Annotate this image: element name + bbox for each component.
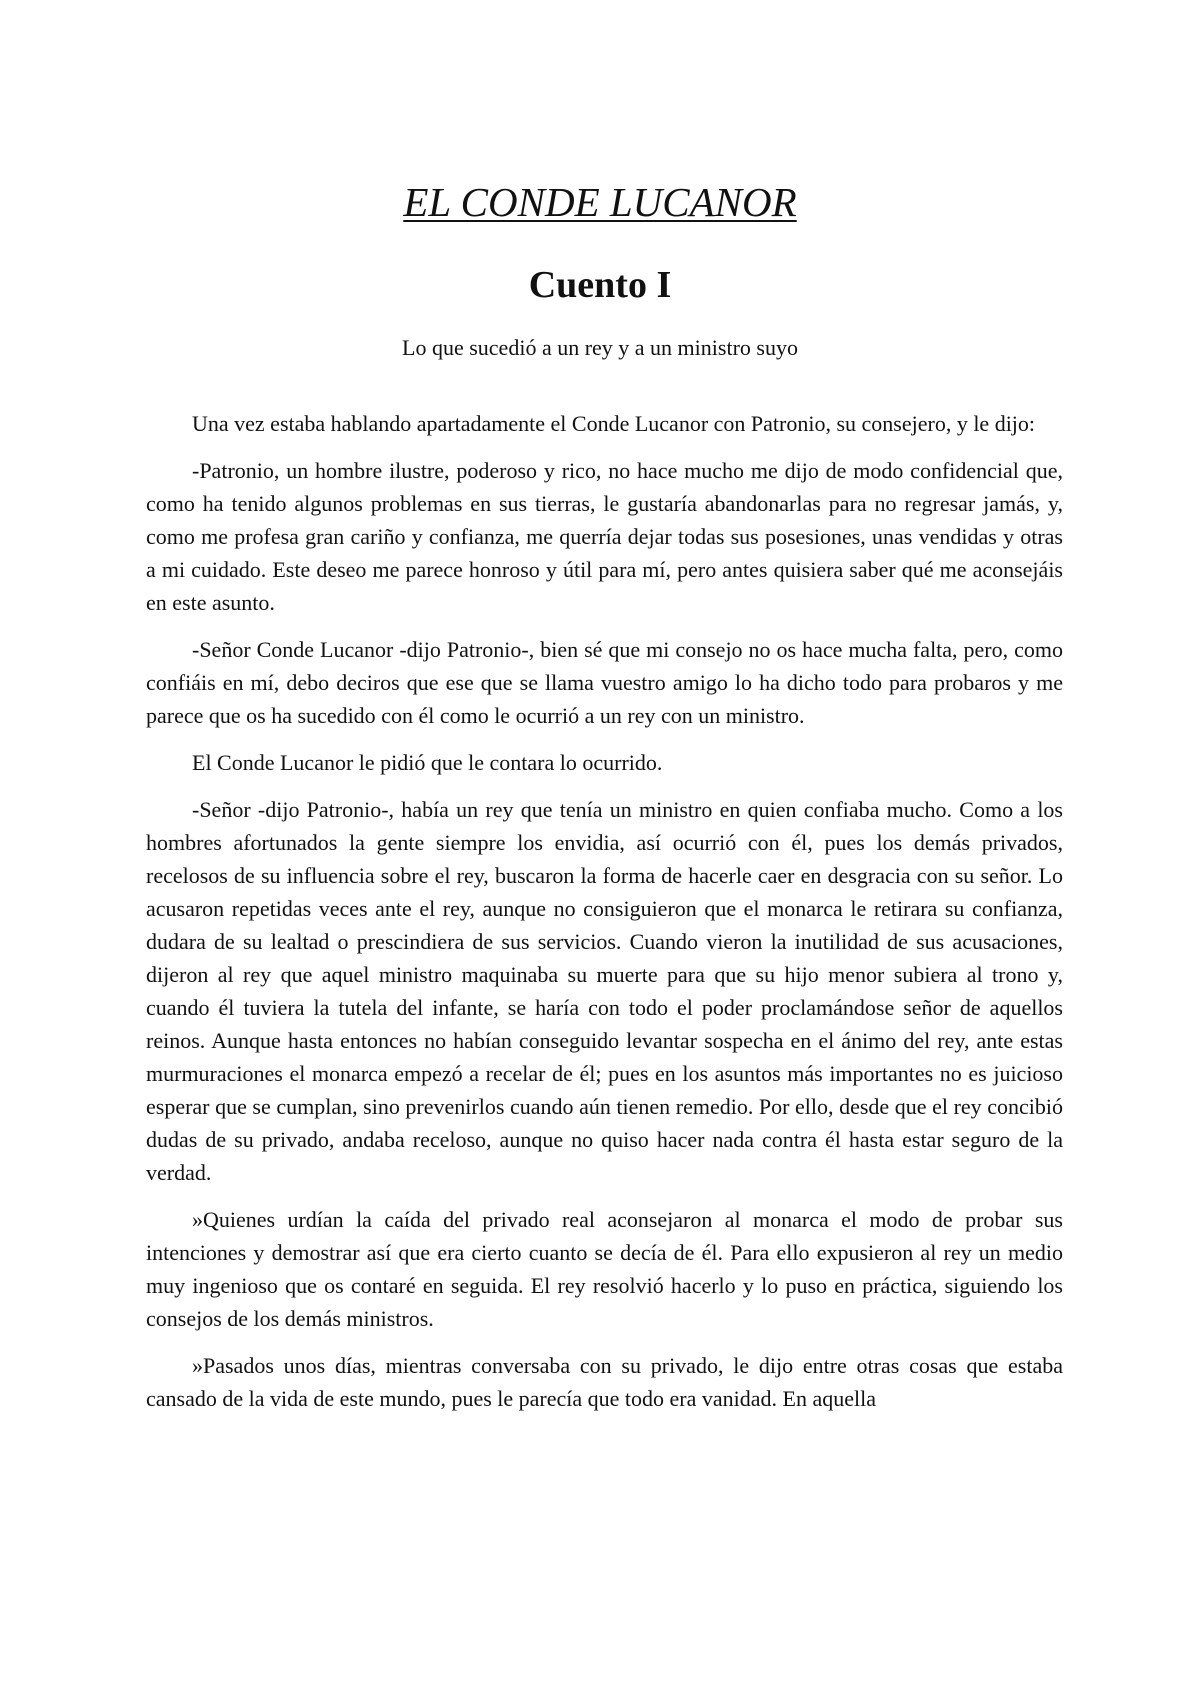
story-body bbox=[146, 407, 1063, 1429]
paragraph: -Patronio, un hombre ilustre, poderoso y rico, no hace mucho me dijo de modo confidencial que, como ha tenido algunos problemas en sus tierras, le gustaría abandonarlas para no regresar jamás, y, como me profesa gran cariño y confianza, me querría dejar todas sus posesiones, unas vendidas y otras a mi cuidado. Este deseo me parece honroso y útil para mí, pero antes quisiera saber qué me aconsejáis en este asunto. bbox=[146, 458, 1063, 615]
paragraph: »Quienes urdían la caída del privado real aconsejaron al monarca el modo de probar sus intenciones y demostrar así que era cierto cuanto se decía de él. Para ello expusieron al rey un medio muy ingenioso que os contaré en seguida. El rey resolvió hacerlo y lo puso en práctica, siguiendo los consejos de los demás ministros. bbox=[146, 1207, 1063, 1331]
paragraph: -Señor Conde Lucanor -dijo Patronio-, bien sé que mi consejo no os hace mucha falta, pero, como confiáis en mí, debo deciros que ese que se llama vuestro amigo lo ha dicho todo para probaros y me parece que os ha sucedido con él como le ocurrió a un rey con un ministro. bbox=[146, 637, 1063, 728]
story-title: Cuento I bbox=[528, 264, 672, 306]
paragraph: »Pasados unos días, mientras conversaba con su privado, le dijo entre otras cosas que estaba cansado de la vida de este mundo, pues le parecía que todo era vanidad. En aquella bbox=[146, 1353, 1063, 1411]
paragraph: -Señor -dijo Patronio-, había un rey que tenía un ministro en quien confiaba mucho. Como a los hombres afortunados la gente siempre los envidia, así ocurrió con él, pues los demás privados, recelosos de su influencia sobre el rey, buscaron la forma de hacerle caer en desgracia con su señor. Lo acusaron repetidas veces ante el rey, aunque no consiguieron que el monarca le retirara su confianza, dudara de su lealtad o prescindiera de sus servicios. Cuando vieron la inutilidad de sus acusaciones, dijeron al rey que aquel ministro maquinaba su muerte para que su hijo menor subiera al trono y, cuando él tuviera la tutela del infante, se haría con todo el poder proclamándose señor de aquellos reinos. Aunque hasta entonces no habían conseguido levantar sospecha en el ánimo del rey, ante estas murmuraciones el monarca empezó a recelar de él; pues en los asuntos más importantes no es juicioso esperar que se cumplan, sino prevenirlos cuando aún tienen remedio. Por ello, desde que el rey concibió dudas de su privado, andaba receloso, aunque no quiso hacer nada contra él hasta estar seguro de la verdad. bbox=[146, 797, 1063, 1185]
paragraph: Una vez estaba hablando apartadamente el Conde Lucanor con Patronio, su consejero, y le dijo: bbox=[192, 411, 1036, 436]
story-subtitle: Lo que sucedió a un rey y a un ministro suyo bbox=[402, 335, 798, 360]
document-title: EL CONDE LUCANOR bbox=[403, 179, 797, 225]
paragraph: El Conde Lucanor le pidió que le contara lo ocurrido. bbox=[192, 750, 663, 775]
